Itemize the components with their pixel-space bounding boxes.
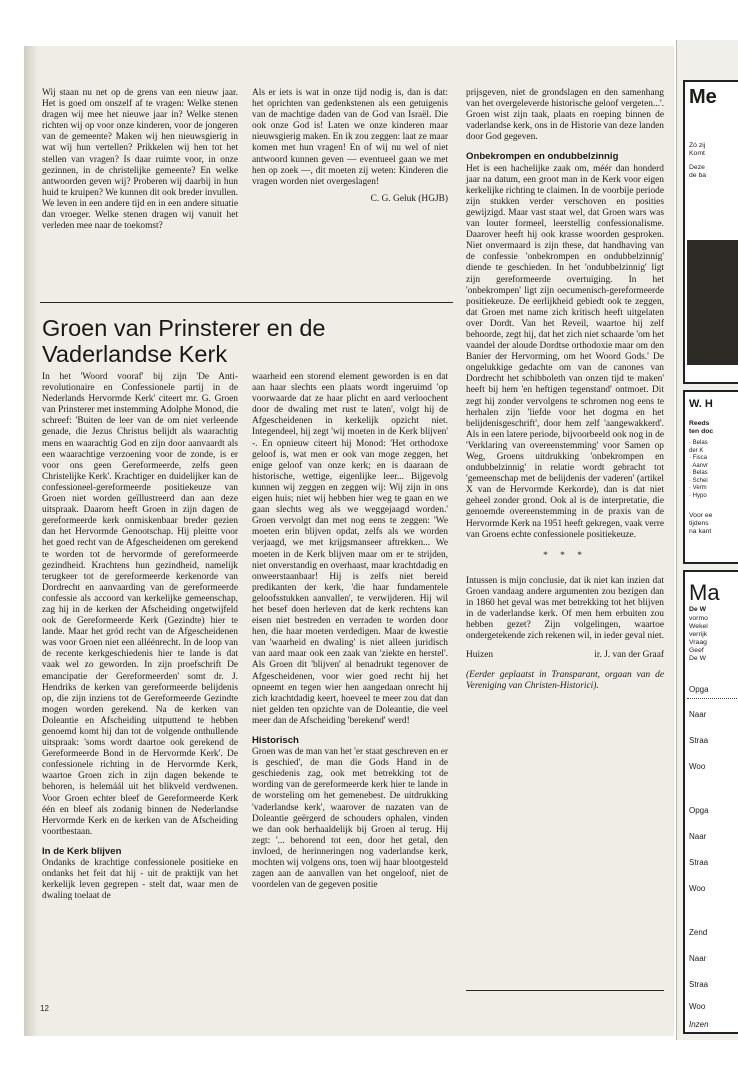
ad-text: tijdens bbox=[689, 520, 709, 527]
column-end-rule bbox=[466, 990, 664, 991]
article-column-2 bbox=[252, 372, 448, 891]
page-number: 12 bbox=[40, 1004, 49, 1013]
article-text-1-end: Ondanks de krachtige confessionele positieke en ondanks het feit dat hij - uit de praktijk van het kerkelijk leven gegrepen - stelt dat, waar men de dwaling toelaat de bbox=[42, 858, 238, 902]
article-column-1 bbox=[42, 372, 238, 902]
ad-bullet: · Hypo bbox=[689, 492, 707, 499]
ad-bullet: der K bbox=[689, 447, 704, 454]
intro-column-2 bbox=[252, 88, 448, 205]
ad-bullet: · Schei bbox=[689, 477, 708, 484]
ad-text: Wekel bbox=[689, 623, 708, 630]
form-label: Straa bbox=[689, 736, 709, 745]
form-label: Inzen bbox=[689, 1020, 709, 1029]
author-line bbox=[466, 650, 664, 661]
ad-text: ten doc bbox=[689, 428, 714, 435]
form-label: Opga bbox=[689, 685, 709, 694]
form-label: Naar bbox=[689, 954, 707, 963]
form-line bbox=[687, 698, 738, 699]
ad-photo bbox=[687, 240, 738, 365]
article-headline: Groen van Prinsterer en de Vaderlandse Kerk bbox=[42, 315, 326, 367]
article-column-3 bbox=[466, 88, 664, 692]
source-note: (Eerder geplaatst in Transparant, orgaan van de Vereniging van Christen-Historici). bbox=[466, 669, 664, 691]
ad-text: vormo bbox=[689, 615, 708, 622]
form-label: Zend bbox=[689, 928, 708, 937]
ad-text: na kant bbox=[689, 528, 712, 535]
ad-title-2: W. H bbox=[689, 398, 713, 410]
page-fold-shadow bbox=[24, 46, 38, 1036]
ad-title-3: Ma bbox=[689, 580, 720, 605]
form-label: Woo bbox=[689, 1002, 706, 1011]
article-text-2-end: Groen was de man van het 'er staat geschreven en er is geschied', de man die Gods Hand in de geschiedenis zag, ook met betrekking tot de wording van de gereformeerde kerk hier te lande in de worsteling om het gemenebest. De uitdrukking 'vaderlandse kerk', waarover de nazaten van de Doleantie geërgerd de schouders ophalen, vinden we dan ook herhaaldelijk bij Groen al terug. Hij zegt: '... behorend tot een, door het getal, den invloed, de herinneringen nog vaderlandse kerk, mochten wij volgens ons, toen wij haar blootgesteld zagen aan de aanvallen van het ongeloof, niet de voordelen van de gegeven positie bbox=[252, 747, 448, 891]
intro-text-2: Als er iets is wat in onze tijd nodig is, dan is dat: het oprichten van gedenkstenen als een getuigenis van de machtige daden van de God van Israël. Die ook onze God is! Laten we onze kinderen maar nieuwsgierig maken. En ik zou zeggen: laat ze maar komen met hun vragen! En of wij nu wel of niet antwoord kunnen geven — eventueel gaan we met hen op zoek —, dit moeten zij weten: Kinderen die vragen worden niet overgeslagen! bbox=[252, 88, 448, 187]
subhead-in-de-kerk-blijven: In de Kerk blijven bbox=[42, 845, 122, 857]
ad-text: verrijk bbox=[689, 631, 708, 638]
article-text-2: waarheid een storend element geworden is en dat aan haar slechts een plaats wordt ingeruimd 'op voorwaarde dat ze haar plicht en aard verloochent door de dwaling met rust te laten', volgt hij de Afgescheidenen in kerkelijk opzicht niet. Integendeel, hij zegt 'wij moeten in de Kerk blijven' -. En opnieuw citeert hij Monod: 'Het orthodoxe geloof is, wat men er ook van moge zeggen, het enige geloof van onze kerk; en is daaraan de historische, wettige, eigenlijke leer... Bijgevolg kunnen wij zeggen en zeggen wij: Wij zijn in ons eigen huis; niet wij hebben hier weg te gaan en we gaan slechts weg als we weggejaagd worden.' Groen vervolgt dan met nog eens te zeggen: 'We moeten erin blijven opdat, zelfs als we worden verjaagd, we met krijgsmanseer aftrekken... We moeten in de Kerk blijven maar om er te strijden, niet onverstandig en overhaast, maar krachtdadig en onweerstaanbaar! Hij is zelfs niet bereid predikanten der kerk, 'die haar fundamentele geloofsstukken aanvallen', te verwijderen. Hij wil het besef doen herleven dat de kerk rechtens kan eisen niet bestreden en verraden te worden door hen, die haar moeten verdedigen. Maar de kwestie van 'waarheid en dwaling' is niet alleen juridisch van aard maar ook een zaak van 'ziekte en herstel'. Als Groen dit 'blijven' al benadrukt tegenover de Afgescheidenen, voor wier goed recht hij het opneemt en tegen wier hen aangedaan onrecht hij zich krachtdadig keert, hoeveel te meer zou dat dan niet gelden ten opzichte van de Doleantie, die veel meer dan de Afscheiding 'berekend' werd! bbox=[252, 372, 448, 726]
form-label: Woo bbox=[689, 762, 706, 771]
form-label: Naar bbox=[689, 710, 707, 719]
adjacent-page bbox=[676, 40, 738, 1040]
form-label: Opga bbox=[689, 806, 709, 815]
section-divider bbox=[40, 302, 453, 303]
ad-text: Zó zij bbox=[689, 142, 706, 149]
author-place: Huizen bbox=[466, 650, 494, 661]
ad-bullet: · Belas bbox=[689, 470, 708, 476]
intro-text-1: Wij staan nu net op de grens van een nieuw jaar. Het is goed om onszelf af te vragen: Welke stenen dragen wij mee het nieuwe jaar in? Welke stenen richten wij op voor onze kinderen, voor de jongeren van de gemeente? Maken wij hen nieuwsgierig in wat wij hun vertellen? Prikkelen wij hen tot het stellen van vragen? Is daar ruimte voor, in onze gezinnen, in de christelijke gemeente? En welke antwoorden geven wij? Proberen wij daarbij in hun huid te kruipen? We kunnen dit ook breder invullen. We leven in een andere tijd en in een andere situatie dan vroeger. Welke stenen dragen wij vanuit het verleden mee naar de toekomst? bbox=[42, 88, 238, 232]
intro-column-1 bbox=[42, 88, 238, 232]
article-text-3-top: prijsgeven, niet de grondslagen en den samenhang van het overgeleverde historische geloof vergeten...'. Groen wist zijn taak, plaats en roeping binnen de vaderlandse kerk, ons in de Historie van deze landen door God gegeven. bbox=[466, 88, 664, 143]
article-text-3: Het is een hachelijke zaak om, méér dan honderd jaar na datum, een groot man in de Kerk voor eigen kerkelijke richting te claimen. In de voorbije periode zijn stukken verder verschoven en posities gewijzigd. Maar vast staat wel, dat Groen wars was van louter formeel, leerstellig confessionalisme. Daarover heeft hij ook krasse woorden gesproken. Niet onvermaard is zijn these, dat handhaving van de confessie 'onbekrompen en ondubbelzinnig' diende te geschieden. In het 'ondubbelzinnig' ligt zijn gereformeerde overtuiging. In het 'onbekrompen' ligt zijn oecumenisch-gereformeerde positiekeuze. De eerlijkheid gebiedt ook te zeggen, dat Groen met name zich kritisch heeft uitgelaten over Dordt. Van het Reveil, waartoe hij zelf behoorde, zegt hij, dat het zich niet schaarde 'om het vaandel der aloude Dordtse orthodoxie maar om den Banier der Hervorming, om het Woord Gods.' De ongelukkige gedachte om van de canones van Dordrecht het schibboleth van onzen tijd te maken' heeft bij hem 'en heftigen tegenstand' ontmoet. Dit zegt hij zonder vervolgens te schromen nog eens te herhalen zijn 'liefde voor het dogma en het belijdenisgeschrift', door hem zelf 'aangewakkerd'. Als in een latere periode, bijvoorbeeld ook nog in de 'Verklaring van overeenstemming' voor Samen op Weg, Groens uitdrukking 'onbekrompen en ondubbelzinnig' in relatie wordt gebracht tot 'gemeenschap met de belijdenis der vaderen' (artikel X van de Hervormde Kerkorde), dan is dat niet geheel zonder grond. Ook al is de interpretatie, die genoemde overeenstemming in de praxis van de Hervormde Kerk na 1951 heeft gekregen, vaak verre van Groens echte confessionele positiekeuze. bbox=[466, 163, 664, 540]
ad-text: Deze bbox=[689, 164, 705, 171]
ad-bullet: · Fisca bbox=[689, 455, 707, 461]
ad-text: Reeds bbox=[689, 420, 710, 427]
ad-bullet: · Belas bbox=[689, 440, 708, 446]
ad-text: Voor ee bbox=[689, 512, 713, 519]
ad-title-1: Me bbox=[689, 86, 717, 108]
article-conclusion: Intussen is mijn conclusie, dat ik niet kan inzien dat Groen vandaag andere argumenten zou bezigen dan in 1860 het geval was met betrekking tot het blijven in de vaderlandse kerk. Of men hem erbuiten zou hebben gezet? Zijn volgelingen, waartoe ondergetekende zich rekenen wil, in ieder geval niet. bbox=[466, 575, 664, 642]
ad-text: De W bbox=[689, 606, 706, 613]
subhead-onbekrompen: Onbekrompen en ondubbelzinnig bbox=[466, 151, 619, 163]
ad-text: de ba bbox=[689, 172, 707, 179]
form-label: Woo bbox=[689, 884, 706, 893]
form-label: Naar bbox=[689, 832, 707, 841]
ad-bullet: · Aanvr bbox=[689, 462, 709, 469]
ad-text: Vraag bbox=[689, 639, 707, 646]
form-label: Straa bbox=[689, 980, 709, 989]
ad-text: De W bbox=[689, 655, 706, 662]
subhead-historisch: Historisch bbox=[252, 735, 299, 746]
author-name: ir. J. van der Graaf bbox=[594, 650, 664, 661]
form-label: Straa bbox=[689, 858, 709, 867]
article-text-1: In het 'Woord vooraf' bij zijn 'De Anti-revolutionaire en Confessionele partij in de Nederlands Hervormde Kerk' citeert mr. G. Groen van Prinsterer met instemming Adolphe Monod, die schreef: 'Buiten de leer van de om niet verleende genade, die Jezus Christus belijdt als waarachtig mens en waarachtig God en zijn door aanvaardt als een waarachtige verzoening voor de zonde, is er voor ons geen Gereformeerde, zelfs geen Christelijke Kerk'. Krachtiger en duidelijker kan de confessioneel-gereformeerde positiekeuze van Groen niet worden geïllustreerd dan aan deze uitspraak. Daarom heeft Groen in zijn dagen de gereformeerde kerk onmiskenbaar breder gezien dan het Hervormde Genootschap. Hij pleitte voor het goed recht van de Afgescheidenen om gerekend te worden tot de hervormde of gereformeerde gezindheid. Krachtens hun gezindheid, namelijk terugkeer tot de gereformeerde kerkenorde van Dordrecht en aanvaarding van de gereformeerde confessie als accoord van kerkelijke gemeenschap, zag hij in de kerken der Afscheiding ongetwijfeld ook de Gereformeerde Kerk (Gezindte) hier te lande. Maar het gród recht van de Afgescheidenen was voor Groen niet een alléénrecht. In de loop van de recente kerkgeschiedenis hier te lande is dat vaak wel zo geworden. In zijn proefschrift De emancipatie der Gereformeerden' somt dr. J. Hendriks de kerken van gereformeerde belijdenis op, die zijn inziens tot de Gereformeerde Gezindte mogen worden gerekend. Na de kerken van Doleantie en Afscheiding uitputtend te hebben genoemd komt hij dan tot de volgende onthullende uitspraak: 'soms wordt daartoe ook gerekend de Gereformeerde Bond in de Hervormde Kerk'. De confessionele richting in de Hervormde Kerk, waartoe Groen zich in zijn dagen bekende te behoren, is helemáál uit het blikveld verdwenen. Voor Groen echter bleef de Gereformeerde Kerk één en bleef als zodanig binnen de Nederlandse Hervormde Kerk en de kerken van de Afscheiding voortbestaan. bbox=[42, 372, 238, 837]
ad-bullet: · Verm bbox=[689, 485, 707, 491]
section-stars: * * * bbox=[543, 550, 587, 561]
intro-signature: C. G. Geluk (HGJB) bbox=[370, 193, 448, 204]
ad-text: Geef bbox=[689, 647, 704, 654]
ad-text: Komt bbox=[689, 150, 705, 157]
